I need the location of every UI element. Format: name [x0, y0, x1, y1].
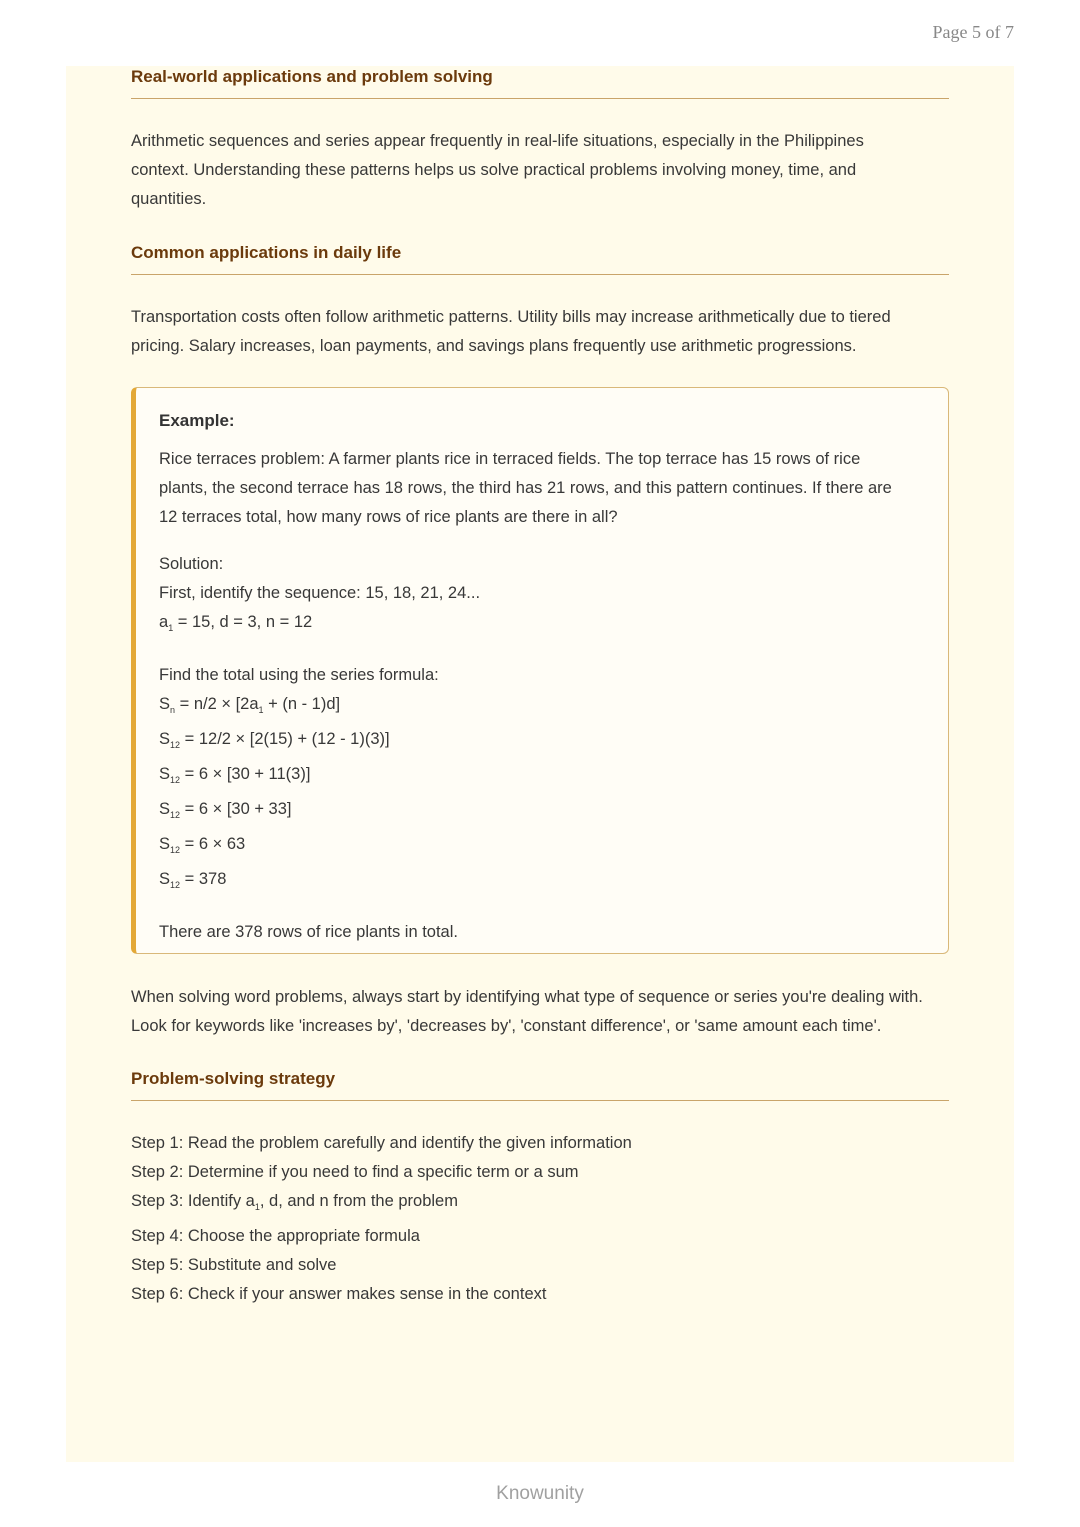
find-total-line: Find the total using the series formula:: [159, 666, 439, 684]
identify-line: First, identify the sequence: 15, 18, 21, 24...: [159, 584, 481, 602]
calc-step: $S_{12} = 6 \times [30 + 33]$: [159, 800, 292, 820]
problem-line: plants, the second terrace has 18 rows, the third has 21 rows, and this pattern continues. If there are: [159, 479, 892, 497]
section-heading-strategy: Problem-solving strategy: [131, 1068, 949, 1101]
strategy-steps: [131, 1129, 949, 1309]
problem-line: Rice terraces problem: A farmer plants rice in terraced fields. The top terrace has 15 rows of rice: [159, 450, 861, 468]
problem-line: 12 terraces total, how many rows of rice plants are there in all?: [159, 508, 618, 526]
strategy-step: Step 2: Determine if you need to find a specific term or a sum: [131, 1163, 579, 1181]
strategy-step: Step 6: Check if your answer makes sense in the context: [131, 1285, 547, 1303]
section-real-world-intro: [131, 127, 949, 214]
section-heading-real-world: Real-world applications and problem solving: [131, 66, 949, 99]
page-number: Page 5 of 7: [932, 22, 1014, 42]
calc-step: $S_{12} = 6 \times [30 + 11(3)]$: [159, 765, 311, 785]
strategy-step: Step 3: Identify $a_1$, d, and n from the problem: [131, 1192, 458, 1212]
section-daily-life-body: [131, 303, 949, 361]
footer-brand: Knowunity: [496, 1483, 584, 1504]
solution-label: Solution:: [159, 555, 224, 573]
example-box: [131, 387, 949, 954]
tip-line: When solving word problems, always start by identifying what type of sequence or series you're dealing with.: [131, 988, 923, 1006]
document-sheet: [66, 66, 1014, 1462]
body-line: Transportation costs often follow arithmetic patterns. Utility bills may increase arithmetically due to tiered: [131, 308, 891, 326]
section-strategy: [131, 1068, 949, 1101]
section-daily-life: [131, 242, 949, 275]
section-heading-daily-life: Common applications in daily life: [131, 242, 949, 275]
series-formula: $S_n = n/2 \times [2a_1 + (n - 1)d]$: [159, 695, 341, 715]
intro-line: context. Understanding these patterns helps us solve practical problems involving money, time, and: [131, 161, 857, 179]
strategy-step: Step 1: Read the problem carefully and identify the given information: [131, 1134, 632, 1152]
intro-line: quantities.: [131, 190, 207, 208]
tip-line: Look for keywords like 'increases by', 'decreases by', 'constant difference', or 'same amount each time'.: [131, 1017, 882, 1035]
example-label: Example:: [159, 411, 235, 430]
conclusion-line: There are 378 rows of rice plants in total.: [159, 923, 458, 941]
section-real-world: [131, 66, 949, 99]
calc-step: $S_{12} = 12/2 \times [2(15) + (12 - 1)(3)]$: [159, 730, 390, 750]
tip-paragraph: [131, 983, 949, 1041]
body-line: pricing. Salary increases, loan payments, and savings plans frequently use arithmetic progressions.: [131, 337, 857, 355]
intro-line: Arithmetic sequences and series appear frequently in real-life situations, especially in the Philippines: [131, 132, 864, 150]
calc-step: $S_{12} = 378$: [159, 870, 227, 890]
strategy-step: Step 4: Choose the appropriate formula: [131, 1227, 420, 1245]
calc-step: $S_{12} = 6 \times 63$: [159, 835, 246, 855]
strategy-step: Step 5: Substitute and solve: [131, 1256, 337, 1274]
given-values: $a_1 = 15$, d = 3, n = 12: [159, 613, 313, 633]
